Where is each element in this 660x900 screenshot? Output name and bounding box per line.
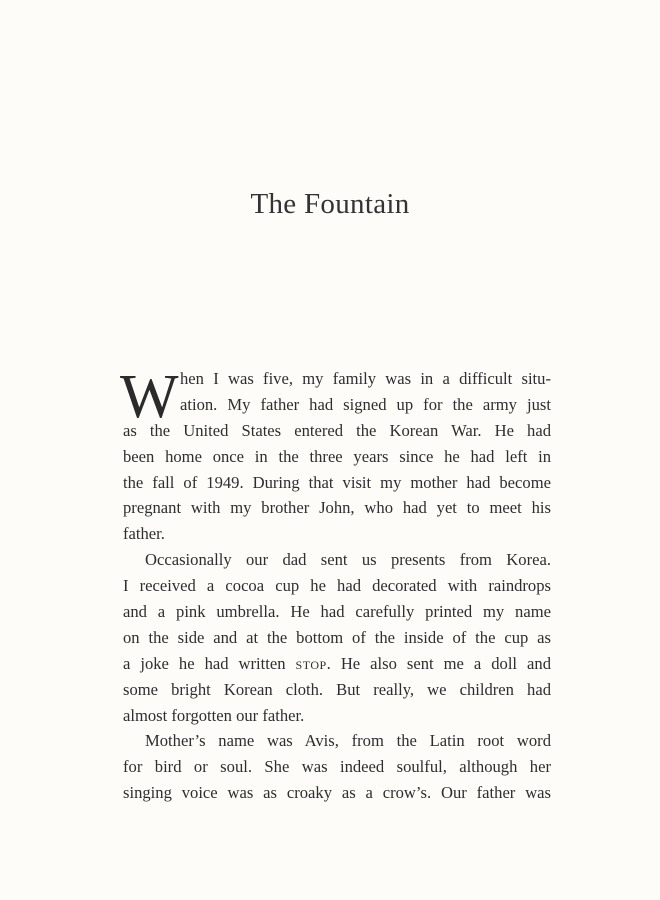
text-line: father. <box>123 524 165 544</box>
text-segment: . He also sent me a doll and <box>326 653 551 673</box>
text-line: on the side and at the bottom of the inside of the cup as <box>123 627 551 647</box>
text-line: hen I was five, my family was in a difficult situ- <box>180 369 551 388</box>
text-line: as the United States entered the Korean War. He had <box>123 420 551 440</box>
text-line: for bird or soul. She was indeed soulful, although her <box>123 757 551 777</box>
drop-cap: W <box>120 363 179 431</box>
text-line: been home once in the three years since he had left in <box>123 446 551 466</box>
text-line <box>123 651 551 677</box>
text-line: ation. My father had signed up for the army just <box>180 394 551 414</box>
text-line: singing voice was as croaky as a crow’s. Our father was <box>123 783 551 803</box>
text-line: almost forgotten our father. <box>123 705 305 725</box>
text-line: I received a cocoa cup he had decorated with raindrops <box>123 576 551 596</box>
text-line: some bright Korean cloth. But really, we children had <box>123 679 551 699</box>
small-caps-word: stop <box>295 653 327 673</box>
text-line: Mother’s name was Avis, from the Latin root word <box>145 731 551 751</box>
text-line: and a pink umbrella. He had carefully printed my name <box>123 602 551 622</box>
text-line: Occasionally our dad sent us presents from Korea. <box>145 550 551 570</box>
chapter-title: The Fountain <box>250 188 410 220</box>
text-line: the fall of 1949. During that visit my mother had become <box>123 472 551 492</box>
text-line: pregnant with my brother John, who had yet to meet his <box>123 498 551 518</box>
body-text <box>120 363 551 806</box>
text-segment: a joke he had written <box>123 653 286 673</box>
